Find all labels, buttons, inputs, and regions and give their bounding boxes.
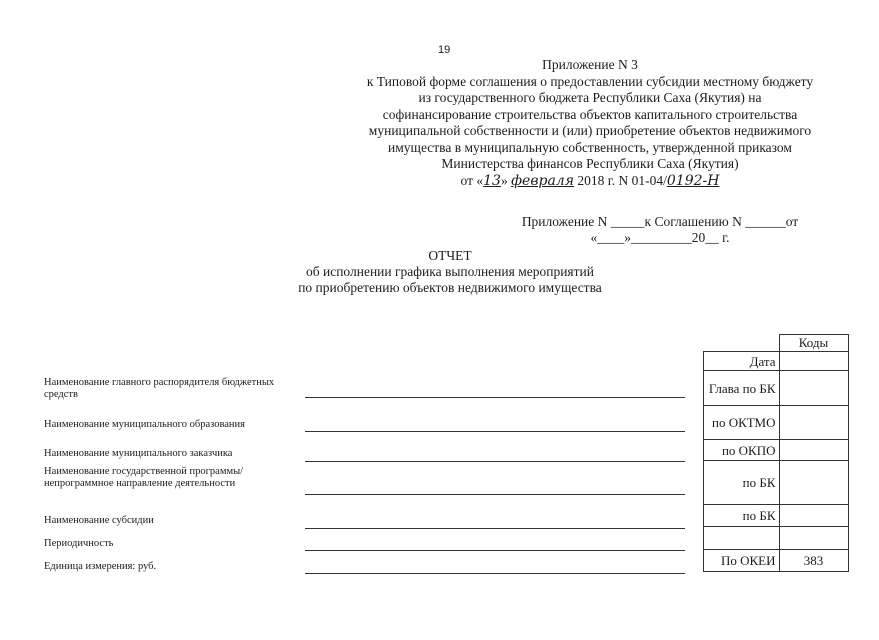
codes-table [703, 334, 849, 572]
table-row [704, 527, 849, 550]
table-row [704, 505, 849, 527]
report-heading [200, 248, 700, 296]
date-mid: » [500, 172, 508, 188]
field-label-budget-manager: Наименование главного распорядителя бюджетных средств [44, 377, 275, 400]
code-key-okei: По ОКЕИ [704, 550, 780, 572]
field-label-subsidy: Наименование субсидии [44, 515, 154, 526]
table-row [704, 406, 849, 440]
code-key-date: Дата [704, 352, 780, 371]
code-value-okpo[interactable] [779, 440, 848, 461]
field-line-unit[interactable] [305, 573, 685, 574]
field-label-unit: Единица измерения: руб. [44, 561, 157, 572]
handwritten-order-number: 0192-Н [666, 172, 720, 189]
field-label-customer: Наименование муниципального заказчика [44, 448, 233, 459]
attachment-line-2: «____»_________20__ г. [590, 230, 730, 245]
codes-header: Коды [779, 335, 848, 352]
report-title: ОТЧЕТ [428, 248, 472, 263]
code-value-bk-program[interactable] [779, 461, 848, 505]
appendix-line: муниципальной собственности и (или) приобретение объектов недвижимого [368, 123, 812, 138]
code-key-empty [704, 527, 780, 550]
date-prefix: от « [460, 172, 484, 188]
field-line-periodicity[interactable] [305, 550, 685, 551]
field-label-program: Наименование государственной программы/непрограммное направление деятельности [44, 466, 244, 489]
appendix-line: Министерства финансов Республики Саха (Якутия) [441, 156, 739, 171]
report-subtitle-line: об исполнении графика выполнения мероприятий [305, 264, 594, 279]
field-line-subsidy[interactable] [305, 528, 685, 529]
appendix-header [330, 57, 850, 189]
code-value-empty[interactable] [779, 527, 848, 550]
table-row [704, 352, 849, 371]
table-row [704, 550, 849, 572]
appendix-date-line [330, 173, 850, 190]
attachment-ref [470, 214, 850, 246]
code-value-bk-subsidy[interactable] [779, 505, 848, 527]
page-number: 19 [438, 44, 451, 56]
field-line-customer[interactable] [305, 461, 685, 462]
handwritten-month: февраля [511, 172, 574, 189]
code-key-glava: Глава по БК [704, 371, 780, 406]
field-line-program[interactable] [305, 494, 685, 495]
code-value-date[interactable] [779, 352, 848, 371]
field-line-municipality[interactable] [305, 431, 685, 432]
field-line-budget-manager[interactable] [305, 397, 685, 398]
table-row [704, 461, 849, 505]
attachment-line-1: Приложение N _____к Соглашению N ______от [521, 214, 799, 229]
handwritten-day: 13 [483, 172, 501, 189]
table-row [704, 371, 849, 406]
code-key-okpo: по ОКПО [704, 440, 780, 461]
appendix-line: имущества в муниципальную собственность, утвержденной приказом [388, 139, 792, 155]
code-key-bk-subsidy: по БК [704, 505, 780, 527]
codes-header-spacer [704, 335, 780, 352]
date-year: 2018 г. N 01-04/ [577, 172, 667, 188]
code-value-okei[interactable]: 383 [779, 550, 848, 572]
field-label-municipality: Наименование муниципального образования [44, 419, 245, 430]
code-key-bk-program: по БК [704, 461, 780, 505]
appendix-title: Приложение N 3 [542, 57, 638, 72]
table-row [704, 440, 849, 461]
code-key-oktmo: по ОКТМО [704, 406, 780, 440]
appendix-line: к Типовой форме соглашения о предоставлении субсидии местному бюджету [366, 73, 814, 89]
appendix-line: софинансирование строительства объектов капитального строительства [382, 106, 798, 122]
report-subtitle-line: по приобретению объектов недвижимого имущества [298, 280, 602, 295]
code-value-oktmo[interactable] [779, 406, 848, 440]
code-value-glava[interactable] [779, 371, 848, 406]
field-label-periodicity: Периодичность [44, 538, 114, 549]
appendix-line: из государственного бюджета Республики Саха (Якутия) на [418, 90, 762, 105]
